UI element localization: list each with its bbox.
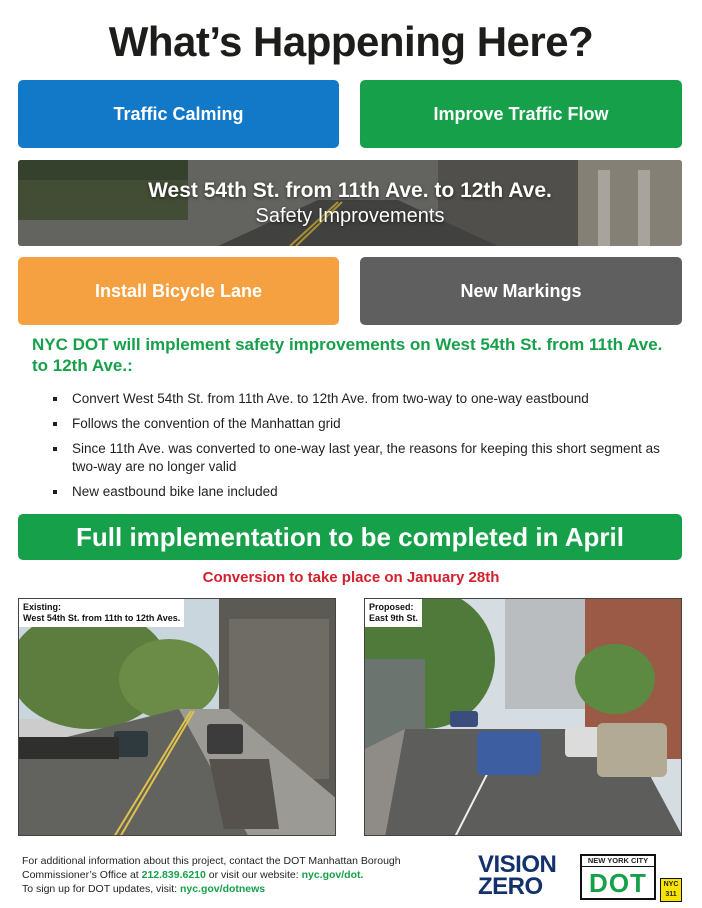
footer-contact: For additional information about this project, contact the DOT Manhattan Borough Commissioner’s Office at 212.839.6210 or visit our website: nyc.gov/dot. To sign up for DOT updates, visit: nyc.gov/dotnews [22, 855, 401, 895]
website-link[interactable]: nyc.gov/dot. [301, 869, 364, 881]
new-markings-tile: New Markings [360, 257, 682, 325]
proposed-photo-label: Proposed: East 9th St. [365, 599, 422, 627]
lead-statement: NYC DOT will implement safety improvements on West 54th St. from 11th Ave. to 12th Ave.: [32, 335, 663, 375]
install-bicycle-lane-tile: Install Bicycle Lane [18, 257, 339, 325]
banner-subtitle: Safety Improvements [255, 204, 445, 227]
traffic-calming-tile: Traffic Calming [18, 80, 339, 148]
bullet-list [50, 390, 670, 508]
bullet-item: New eastbound bike lane included [50, 483, 670, 501]
existing-street-photo [18, 598, 336, 836]
bullet-item: Convert West 54th St. from 11th Ave. to 12th Ave. from two-way to one-way eastbound [50, 390, 670, 408]
nyc-dot-logo: NEW YORK CITY DOT [580, 854, 656, 900]
conversion-date: Conversion to take place on January 28th [202, 569, 500, 586]
existing-street-illustration [19, 599, 336, 836]
bullet-item: Follows the convention of the Manhattan grid [50, 415, 670, 433]
proposed-street-photo [364, 598, 682, 836]
vision-zero-logo: VISION ZERO [478, 851, 557, 900]
page-title: What’s Happening Here? [108, 18, 594, 65]
street-banner [18, 160, 682, 246]
proposed-street-illustration [365, 599, 682, 836]
nyc-311-logo: NYC 311 [660, 878, 682, 902]
bullet-item: Since 11th Ave. was converted to one-way last year, the reasons for keeping this short segment as two-way are no longer valid [50, 440, 670, 476]
dotnews-link[interactable]: nyc.gov/dotnews [179, 883, 266, 895]
improve-traffic-flow-tile: Improve Traffic Flow [360, 80, 682, 148]
banner-title: West 54th St. from 11th Ave. to 12th Ave. [148, 178, 552, 202]
existing-photo-label: Existing: West 54th St. from 11th to 12th Aves. [19, 599, 184, 627]
completion-banner: Full implementation to be completed in April [18, 514, 682, 560]
phone-number[interactable]: 212.839.6210 [141, 869, 206, 881]
